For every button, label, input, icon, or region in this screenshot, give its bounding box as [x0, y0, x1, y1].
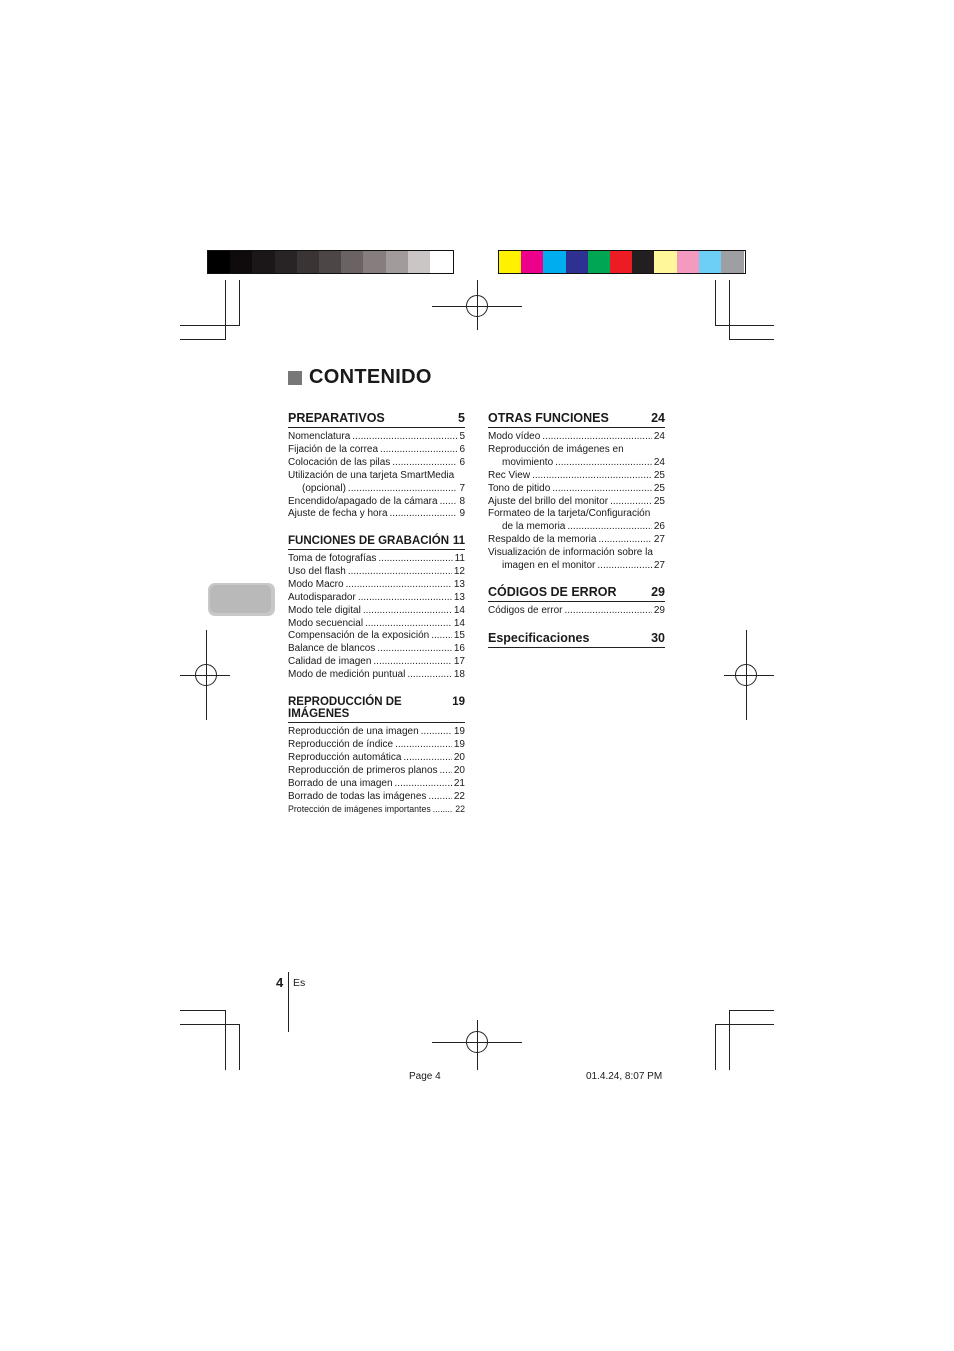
toc-entry: [288, 496, 465, 509]
section-heading-page: 19: [452, 696, 465, 708]
toc-entry-label: Rec View: [488, 469, 531, 481]
toc-entry-page: 21: [453, 777, 465, 789]
toc-entry-page: 14: [453, 617, 465, 629]
toc-entry-label: Ajuste de fecha y hora: [288, 508, 388, 520]
toc-entry-page: 16: [453, 643, 465, 655]
toc-entry-page: 18: [453, 669, 465, 681]
toc-entry-label: Reproducción automática: [288, 751, 402, 763]
dot-leader: [358, 592, 452, 605]
section-heading: [288, 535, 465, 550]
toc-entry-label: Borrado de una imagen: [288, 777, 393, 789]
toc-entry-label: Calidad de imagen: [288, 656, 372, 668]
dot-leader: [392, 457, 457, 470]
toc-entry: [288, 752, 465, 765]
toc-entry-page: 14: [453, 604, 465, 616]
section-heading-label: CÓDIGOS DE ERROR: [488, 585, 617, 599]
section-codigos-de-error: [488, 585, 665, 618]
toc-entry: [288, 791, 465, 804]
toc-entry-page: 19: [453, 738, 465, 750]
toc-entry-label: Encendido/apagado de la cámara: [288, 495, 438, 507]
toc-entry: [288, 553, 465, 566]
toc-entry-label: Autodisparador: [288, 591, 356, 603]
toc-entry-page: 25: [653, 469, 665, 481]
dot-leader: [532, 470, 652, 483]
process-color-swatch: [654, 251, 677, 273]
dot-leader: [395, 778, 452, 791]
dot-leader: [373, 656, 451, 669]
gray-scale-swatch: [208, 251, 231, 273]
toc-entry-label: Ajuste del brillo del monitor: [488, 495, 609, 507]
process-color-swatch: [521, 251, 544, 273]
dot-leader: [390, 508, 458, 521]
section-heading-page: 30: [651, 631, 665, 645]
process-color-swatch: [677, 251, 700, 273]
toc-entry-label: Nomenclatura: [288, 431, 351, 442]
section-heading-label: Especificaciones: [488, 631, 590, 645]
toc-entry-page: 19: [453, 726, 465, 737]
toc-entry-page: 13: [453, 591, 465, 603]
section-heading-page: 24: [651, 411, 665, 425]
toc-entry-page: 20: [453, 751, 465, 763]
toc-entry: Reproducción de imágenes en: [488, 443, 624, 455]
toc-entry-label: imagen en el monitor: [502, 560, 596, 572]
toc-entry: [288, 643, 465, 656]
toc-entry: [288, 726, 465, 739]
toc-entry: [288, 444, 465, 457]
toc-entry-label: Modo Macro: [288, 578, 344, 590]
toc-entry-page: 12: [453, 565, 465, 577]
toc-entry-label: Fijación de la correa: [288, 443, 379, 455]
dot-leader: [346, 579, 452, 592]
toc-entry-page: 20: [453, 764, 465, 776]
footer-divider: [288, 972, 289, 1032]
process-color-swatch: [721, 251, 744, 273]
toc-entry-label: Modo vídeo: [488, 431, 541, 442]
toc-entry-label: Toma de fotografías: [288, 553, 377, 564]
dot-leader: [348, 483, 458, 496]
toc-entry-label: Uso del flash: [288, 565, 346, 577]
toc-entry-page: 13: [453, 578, 465, 590]
dot-leader: [352, 431, 457, 444]
toc-entry-page: 25: [653, 495, 665, 507]
dot-leader: [378, 553, 452, 566]
section-preparativos: [288, 411, 465, 521]
section-heading-label: OTRAS FUNCIONES: [488, 411, 609, 425]
toc-entry: [488, 521, 665, 534]
dot-leader: [567, 521, 652, 534]
toc-entry-page: 27: [653, 560, 665, 572]
dot-leader: [407, 669, 452, 682]
process-color-swatch: [566, 251, 589, 273]
toc-entry-page: 25: [653, 482, 665, 494]
toc-entry-label: Compensación de la exposición: [288, 630, 430, 642]
toc-entry-page: 24: [653, 456, 665, 468]
toc-entry: [288, 457, 465, 470]
gray-scale-swatch: [297, 251, 320, 273]
toc-entry-label: Tono de pitido: [488, 482, 551, 494]
toc-entry-page: 29: [653, 605, 665, 616]
toc-entry-label: Modo secuencial: [288, 617, 364, 629]
toc-entry-page: 22: [455, 804, 465, 815]
toc-entry: [288, 630, 465, 643]
toc-entry-page: 17: [453, 656, 465, 668]
section-heading: [288, 696, 465, 723]
section-heading-label: PREPARATIVOS: [288, 411, 385, 425]
toc-entry-label: Balance de blancos: [288, 643, 376, 655]
toc-entry-label: movimiento: [502, 456, 554, 468]
slug-page-label: Page 4: [409, 1071, 441, 1082]
dot-leader: [598, 534, 651, 547]
toc-entry: Utilización de una tarjeta SmartMedia: [288, 469, 455, 481]
toc-entry: [288, 566, 465, 579]
toc-entry-label: Reproducción de índice: [288, 738, 394, 750]
toc-entry: [288, 508, 465, 521]
dot-leader: [428, 791, 451, 804]
toc-entry: [488, 605, 665, 618]
toc-entry: [488, 483, 665, 496]
page-title: [288, 366, 432, 389]
toc-entry-page: 7: [459, 482, 465, 494]
page-title-text: CONTENIDO: [309, 366, 432, 388]
dot-leader: [433, 803, 453, 816]
process-color-swatch: [610, 251, 633, 273]
dot-leader: [421, 726, 452, 739]
toc-entry: [488, 534, 665, 547]
section-heading-page: 11: [452, 535, 465, 547]
gray-scale-swatch: [341, 251, 364, 273]
toc-entry: [288, 803, 465, 816]
toc-entry-page: 27: [653, 534, 665, 546]
toc-entry-label: Códigos de error: [488, 605, 563, 616]
section-heading-page: 29: [651, 585, 665, 599]
process-color-swatch: [699, 251, 722, 273]
toc-entry: [288, 483, 465, 496]
toc-entry: [288, 669, 465, 682]
section-otras-funciones: [488, 411, 665, 573]
gray-scale-swatch: [363, 251, 386, 273]
dot-leader: [365, 618, 452, 631]
gray-scale-swatch: [408, 251, 431, 273]
toc-entry-label: Reproducción de primeros planos: [288, 764, 438, 776]
toc-entry: [288, 765, 465, 778]
toc-entry-label: Reproducción de una imagen: [288, 726, 419, 737]
dot-leader: [555, 457, 652, 470]
toc-entry: [488, 560, 665, 573]
toc-entry: [288, 656, 465, 669]
toc-entry: [488, 470, 665, 483]
toc-entry: [288, 618, 465, 631]
toc-entry-label: Modo tele digital: [288, 604, 361, 616]
section-heading-page: 5: [458, 411, 465, 425]
section-heading-label: REPRODUCCIÓN DE IMÁGENES: [288, 696, 402, 720]
dot-leader: [564, 605, 651, 618]
section-heading: [488, 585, 665, 602]
toc-entry-page: 26: [653, 521, 665, 533]
dot-leader: [440, 496, 458, 509]
toc-entry-label: (opcional): [302, 482, 346, 494]
toc-entry: [488, 457, 665, 470]
dot-leader: [377, 643, 452, 656]
gray-scale-swatch: [230, 251, 253, 273]
toc-entry-label: Respaldo de la memoria: [488, 534, 597, 546]
gray-scale-swatch: [252, 251, 275, 273]
dot-leader: [395, 739, 452, 752]
section-heading: [488, 631, 665, 648]
toc-entry-page: 8: [459, 495, 465, 507]
dot-leader: [380, 444, 457, 457]
toc-entry: Formateo de la tarjeta/Configuración: [488, 508, 651, 520]
toc-entry: [488, 431, 665, 444]
dot-leader: [403, 752, 451, 765]
dot-leader: [348, 566, 452, 579]
dot-leader: [363, 605, 452, 618]
section-heading-label: FUNCIONES DE GRABACIÓN: [288, 535, 450, 547]
gray-scale-swatch: [386, 251, 409, 273]
section-reproduccion-de-imagenes: [288, 696, 465, 816]
section-especificaciones: [488, 631, 665, 648]
toc-entry-page: 11: [454, 553, 465, 564]
dot-leader: [610, 496, 652, 509]
toc-entry: [288, 579, 465, 592]
dot-leader: [440, 765, 452, 778]
toc-entry-label: de la memoria: [502, 521, 566, 533]
gray-scale-swatch: [430, 251, 453, 273]
toc-entry-page: 9: [459, 508, 465, 520]
slug-timestamp: 01.4.24, 8:07 PM: [586, 1071, 663, 1082]
dot-leader: [597, 560, 651, 573]
toc-entry-label: Borrado de todas las imágenes: [288, 790, 427, 802]
toc-entry-page: 24: [653, 431, 665, 442]
thumb-tab-inner: [210, 585, 271, 613]
gray-scale-swatch: [275, 251, 298, 273]
dot-leader: [431, 630, 452, 643]
toc-entry: [288, 431, 465, 444]
process-color-swatch: [632, 251, 655, 273]
square-bullet-icon: [288, 371, 302, 385]
language-code: Es: [293, 977, 306, 989]
gray-scale-swatch: [319, 251, 342, 273]
toc-entry-page: 22: [453, 790, 465, 802]
toc-entry: [288, 592, 465, 605]
toc-entry-label: Protección de imágenes importantes: [288, 804, 431, 815]
process-color-swatch: [588, 251, 611, 273]
toc-entry-label: Modo de medición puntual: [288, 669, 406, 681]
process-color-swatch: [499, 251, 522, 273]
dot-leader: [542, 431, 652, 444]
dot-leader: [552, 483, 652, 496]
toc-entry-label: Colocación de las pilas: [288, 456, 391, 468]
toc-entry-page: 6: [459, 456, 465, 468]
section-heading: [288, 411, 465, 428]
toc-entry-page: 5: [459, 431, 465, 442]
toc-entry-page: 15: [453, 630, 465, 642]
toc-entry: [288, 778, 465, 791]
process-color-swatch: [543, 251, 566, 273]
page-number: 4: [276, 975, 284, 990]
toc-entry: [288, 739, 465, 752]
toc-entry-page: 6: [459, 443, 465, 455]
toc-entry: [488, 496, 665, 509]
toc-entry: Visualización de información sobre la: [488, 547, 653, 559]
toc-entry: [288, 605, 465, 618]
section-heading: [488, 411, 665, 428]
section-funciones-de-grabacion: [288, 535, 465, 682]
